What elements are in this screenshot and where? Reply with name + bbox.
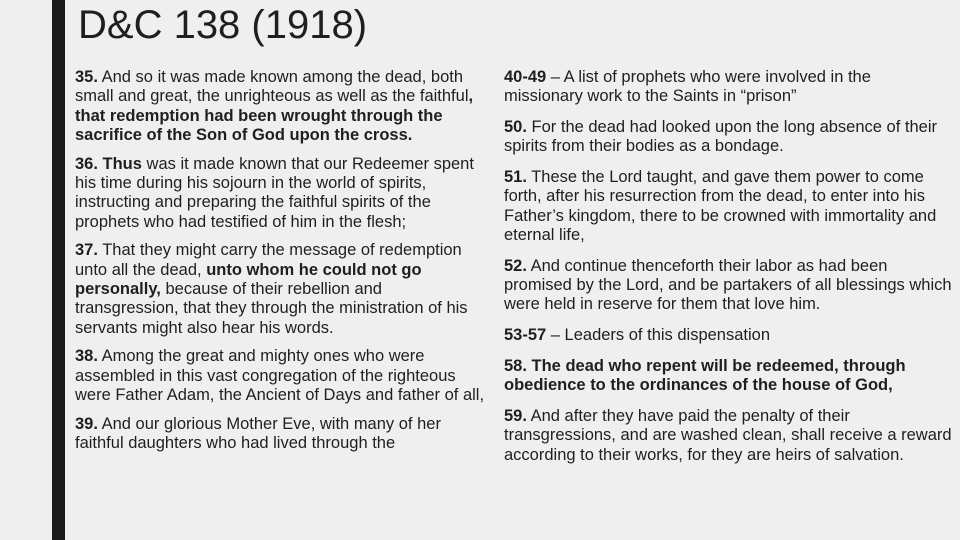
- verse-59: [504, 407, 954, 465]
- verse-35: [75, 68, 485, 145]
- verse-text: For the dead had looked upon the long absence of their spirits from their bodies as a bondage.: [504, 118, 937, 156]
- verse-number: 37.: [75, 241, 98, 260]
- verse-39: [75, 415, 485, 454]
- verse-text: because of their rebellion and transgression, that they through the ministration of his servants might also hear his words.: [75, 279, 468, 337]
- verse-number: 36. Thus: [75, 154, 142, 173]
- verse-text: Among the great and mighty ones who were assembled in this vast congregation of the righteous were Father Adam, the Ancient of Days and father of all,: [75, 347, 485, 404]
- verse-text: – A list of prophets who were involved in the missionary work to the Saints in “prison”: [504, 68, 871, 106]
- verse-text: – Leaders of this dispensation: [546, 326, 771, 345]
- verse-text: And so it was made known among the dead, both small and great, the unrighteous as well as the faithful: [75, 68, 469, 106]
- verse-number: 38.: [75, 347, 98, 366]
- verse-text: And continue thenceforth their labor as had been promised by the Lord, and be partakers of all blessings which were held in reserve for them that love him.: [504, 256, 952, 314]
- verse-emphasis: 58. The dead who repent will be redeemed, through obedience to the ordinances of the house of God,: [504, 357, 906, 395]
- verse-number: 40-49: [504, 68, 547, 86]
- verse-number: 35.: [75, 68, 98, 86]
- verse-number: 53-57: [504, 326, 547, 345]
- page-title: D&C 138 (1918): [78, 3, 368, 47]
- verse-text: was it made known that our Redeemer spent his time during his sojourn in the world of spirits, instructing and preparing the faithful spirits of the prophets who had testified of him in the flesh;: [75, 154, 474, 231]
- verse-number: 39.: [75, 414, 98, 433]
- verse-36: [75, 155, 485, 232]
- verse-58: [504, 357, 954, 396]
- verse-51: [504, 168, 954, 245]
- right-column: [504, 68, 954, 477]
- verse-emphasis: , that redemption had been wrought through the sacrifice of the Son of God upon the cross.: [75, 87, 474, 144]
- verse-38: [75, 347, 485, 405]
- verse-52: [504, 257, 954, 315]
- verse-number: 51.: [504, 168, 527, 187]
- verse-53-57: [504, 326, 954, 345]
- verse-50: [504, 118, 954, 157]
- verse-number: 52.: [504, 256, 527, 275]
- left-column: [75, 68, 485, 463]
- verse-emphasis: unto whom he could not go personally,: [75, 260, 422, 298]
- accent-bar: [52, 0, 65, 540]
- verse-text: And after they have paid the penalty of their transgressions, and are washed clean, shall receive a reward according to their works, for they are heirs of salvation.: [504, 407, 952, 464]
- verse-40-49: [504, 68, 954, 107]
- verse-text: That they might carry the message of redemption unto all the dead,: [75, 241, 462, 279]
- verse-text: And our glorious Mother Eve, with many of her faithful daughters who had lived through the: [75, 414, 441, 453]
- verse-text: These the Lord taught, and gave them power to come forth, after his resurrection from the dead, to enter into his Father’s kingdom, there to be crowned with immortality and eternal life,: [504, 168, 937, 245]
- verse-number: 50.: [504, 118, 527, 137]
- verse-37: [75, 241, 485, 337]
- verse-number: 59.: [504, 407, 527, 426]
